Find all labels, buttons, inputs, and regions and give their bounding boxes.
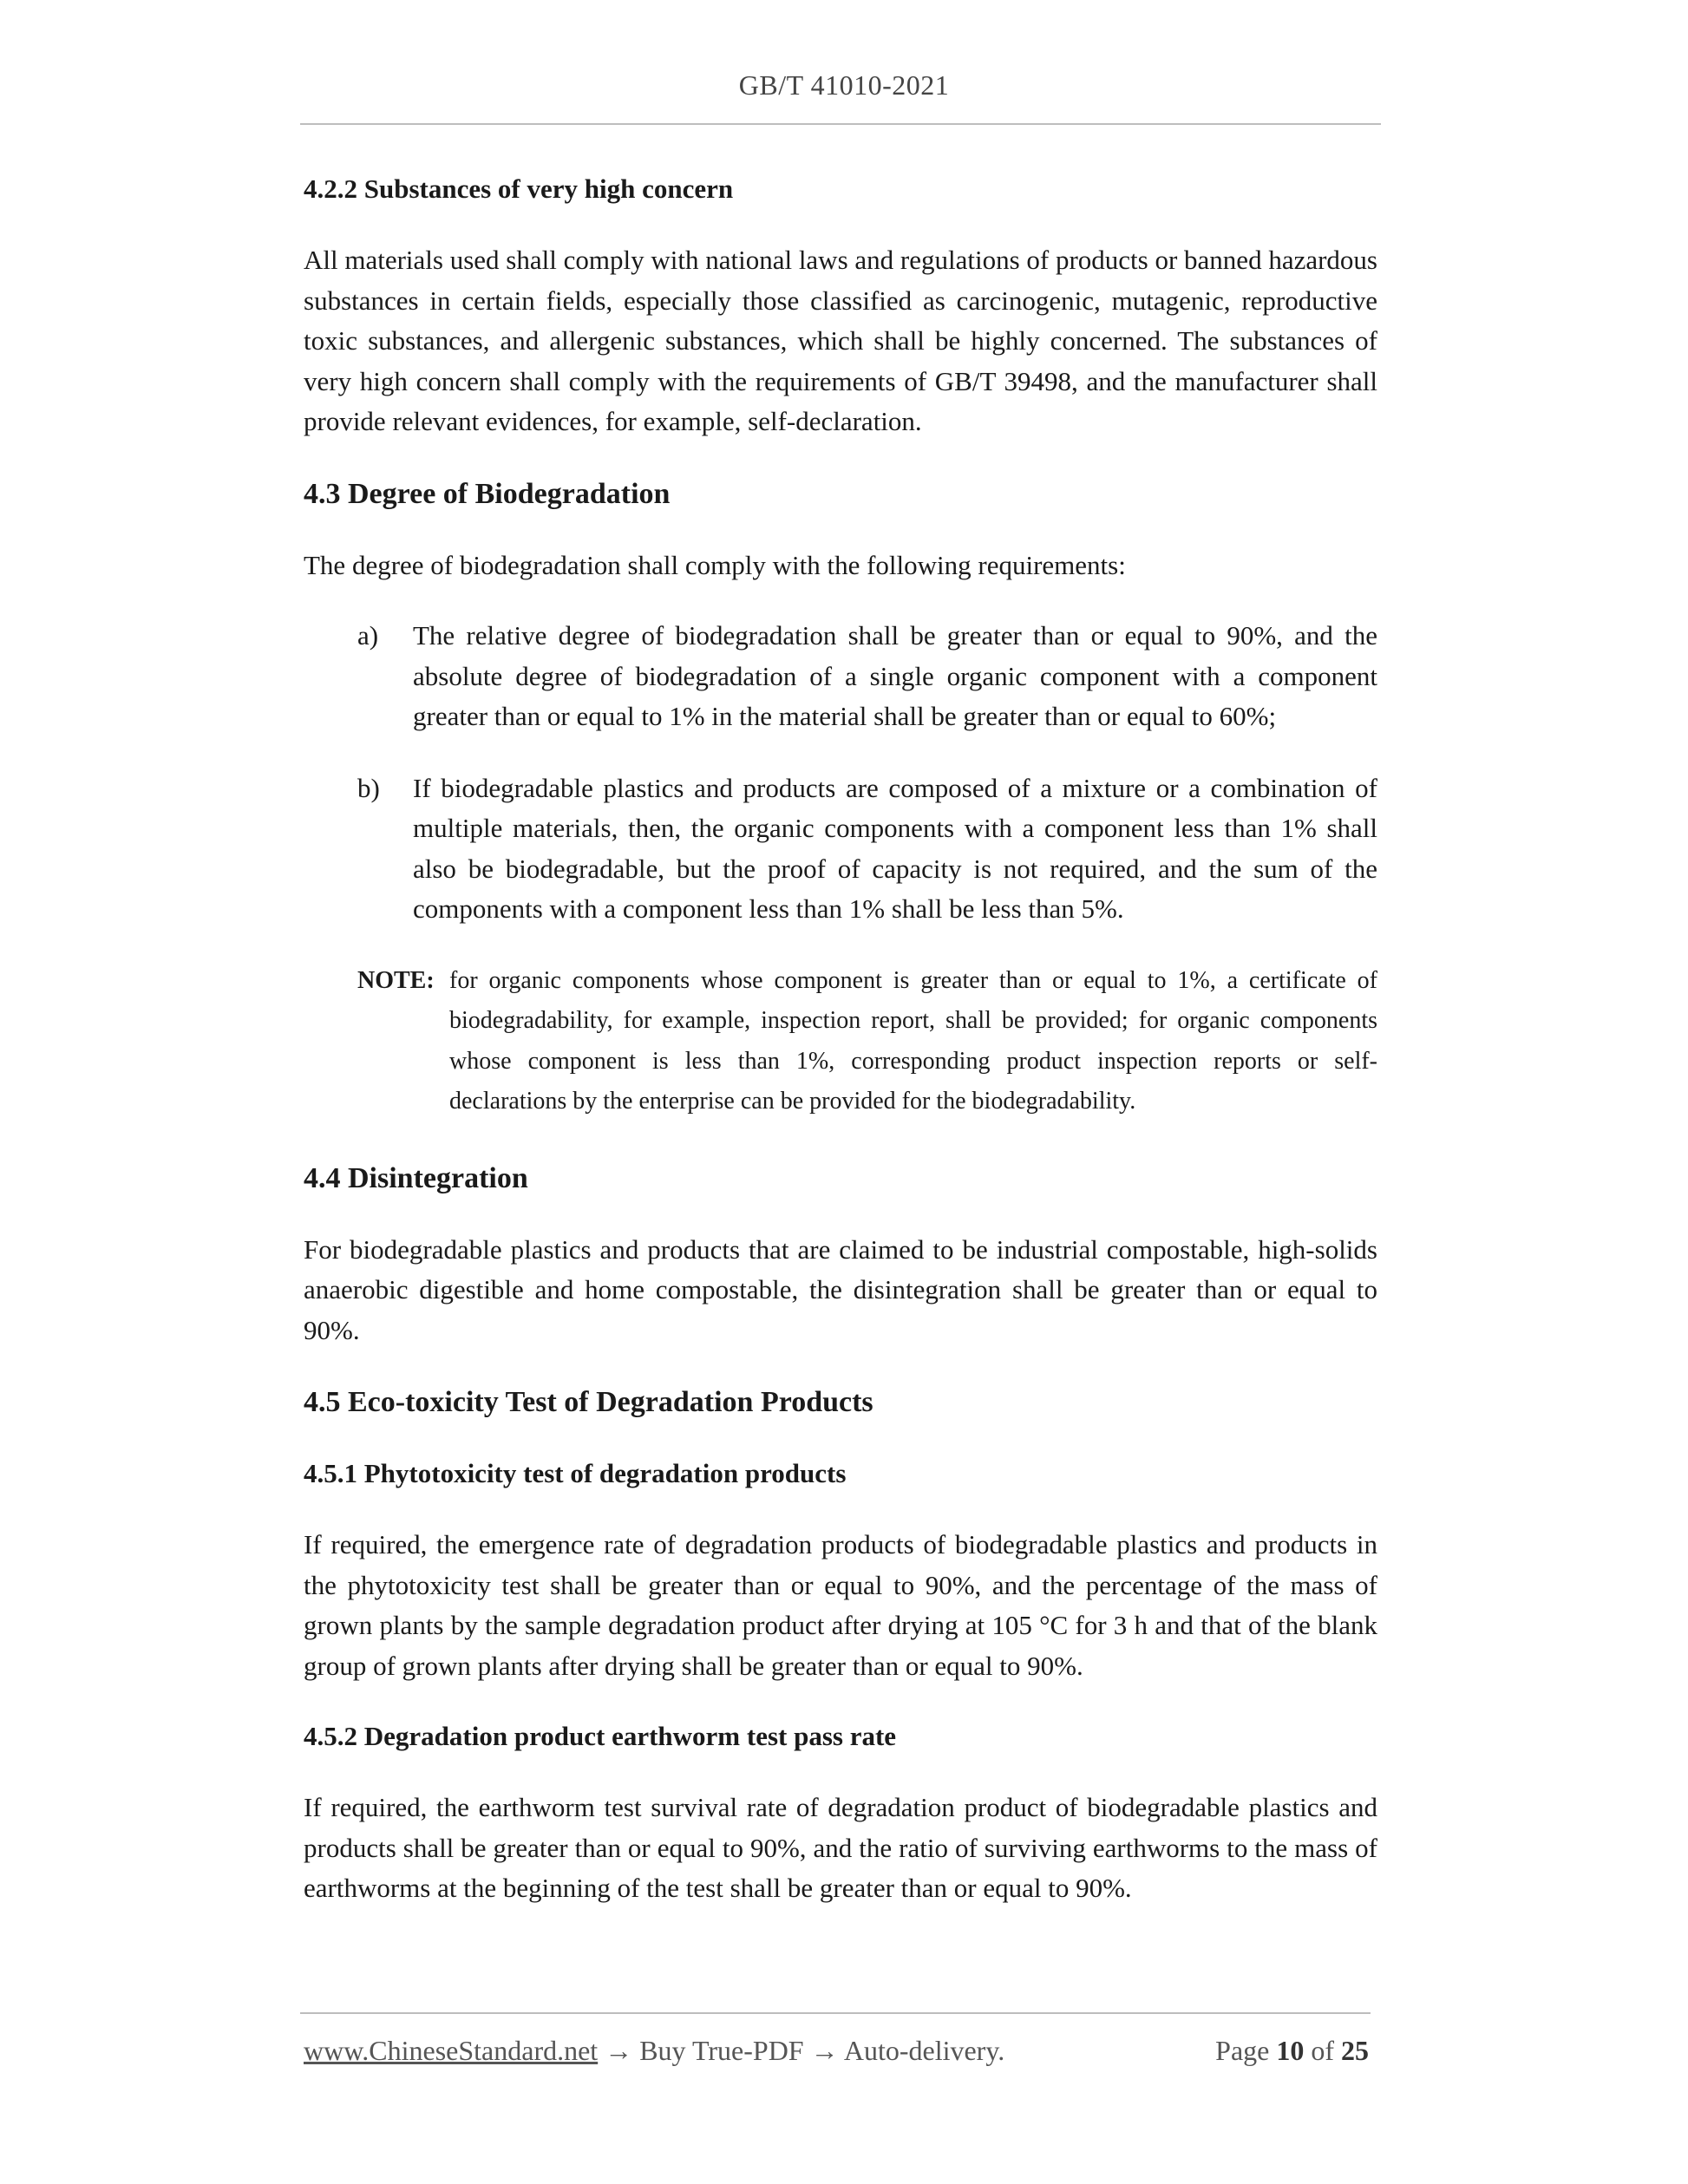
auto-delivery-text: Auto-delivery. (843, 2035, 1005, 2066)
footer-divider (300, 2012, 1371, 2014)
requirements-list (304, 616, 1377, 930)
paragraph-4-5-1: If required, the emergence rate of degradation products of biodegradable plastics and products in the phytotoxicity test shall be greater than or equal to 90%, and the percentage of the mass of grown plants by the sample degradation product after drying at 105 °C for 3 h and that of the blank group of grown plants after drying shall be greater than or equal to 90%. (304, 1529, 1377, 1681)
page-content (304, 169, 1377, 1939)
buy-pdf-text: Buy True-PDF (639, 2035, 804, 2066)
page-indicator (1188, 2035, 1369, 2067)
heading-4-5-1: 4.5.1 Phytotoxicity test of degradation products (304, 1458, 847, 1488)
arrow-right-icon: → (810, 2035, 839, 2066)
heading-4-5: 4.5 Eco-toxicity Test of Degradation Products (304, 1386, 873, 1418)
list-item (357, 768, 1377, 930)
paragraph-4-3-intro: The degree of biodegradation shall comply with the following requirements: (304, 549, 1126, 580)
list-item-text: The relative degree of biodegradation shall be greater than or equal to 90%, and the absolute degree of biodegradation of a single organic component with a component greater than or equal to 1% in the material shall be greater than or equal to 60%; (413, 620, 1377, 731)
total-pages: 25 (1341, 2035, 1369, 2066)
list-marker: b) (357, 772, 380, 803)
list-marker: a) (357, 620, 379, 651)
page-number: 10 (1276, 2035, 1305, 2066)
arrow-right-icon: → (605, 2035, 633, 2066)
header-divider (300, 123, 1381, 125)
list-item-text: If biodegradable plastics and products are composed of a mixture or a combination of multiple materials, then, the organic components with a component less than 1% shall also be biodegradable, but the proof of capacity is not required, and the sum of the components with a component less than 1% shall be less than 5%. (413, 772, 1377, 924)
list-item (357, 616, 1377, 737)
note (357, 961, 1377, 1122)
page-word: Page (1215, 2035, 1270, 2066)
paragraph-4-5-2: If required, the earthworm test survival rate of degradation product of biodegradable plastics and products shall be greater than or equal to 90%, and the ratio of surviving earthworms to the mass of earthworms at the beginning of the test shall be greater than or equal to 90%. (304, 1792, 1377, 1903)
heading-4-5-2: 4.5.2 Degradation product earthworm test pass rate (304, 1721, 897, 1751)
heading-4-4: 4.4 Disintegration (304, 1161, 528, 1194)
heading-4-2-2: 4.2.2 Substances of very high concern (304, 173, 734, 204)
website-link[interactable]: www.ChineseStandard.net (304, 2035, 599, 2066)
paragraph-4-2-2: All materials used shall comply with national laws and regulations of products or banned hazardous substances in certain fields, especially those classified as carcinogenic, mutagenic, reproductive toxic substances, and allergenic substances, which shall be highly concerned. The substances of very high concern shall comply with the requirements of GB/T 39498, and the manufacturer shall provide relevant evidences, for example, self-declaration. (304, 245, 1377, 436)
header-title: GB/T 41010-2021 (738, 69, 950, 101)
of-word: of (1311, 2035, 1334, 2066)
note-label: NOTE: (357, 966, 435, 994)
heading-4-3: 4.3 Degree of Biodegradation (304, 477, 671, 510)
paragraph-4-4: For biodegradable plastics and products that are claimed to be industrial compostable, high-solids anaerobic digestible and home compostable, the disintegration shall be greater than or equal to 90%. (304, 1233, 1377, 1345)
footer-promo (304, 2035, 1004, 2067)
note-text: for organic components whose component is greater than or equal to 1%, a certificate of biodegradability, for example, inspection report, shall be provided; for organic components whose component is less than 1%, corresponding product inspection reports or self-declarations by the enterprise can be provided for the biodegradability. (449, 966, 1377, 1115)
